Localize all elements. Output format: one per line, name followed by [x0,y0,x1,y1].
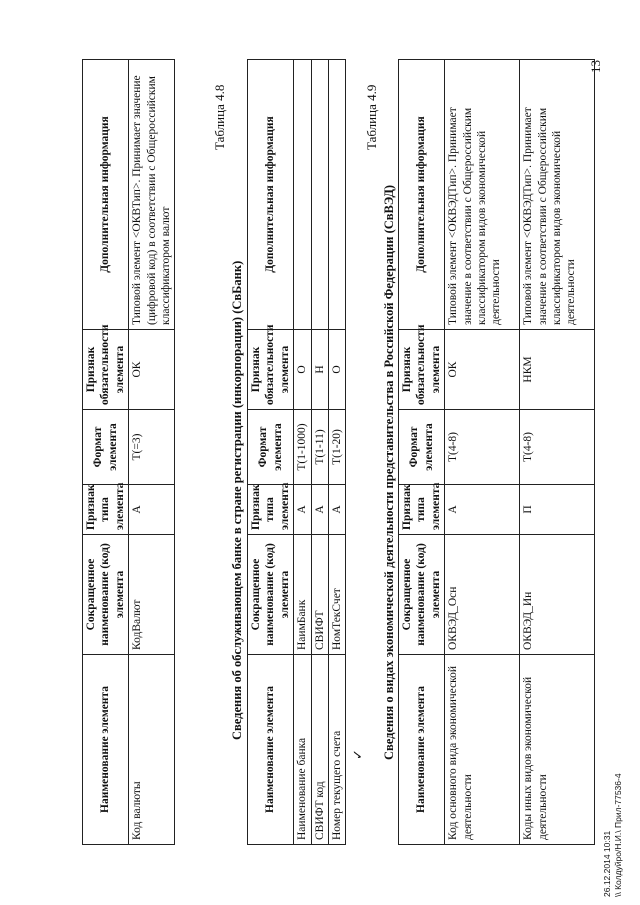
table-header-row [399,60,445,845]
cell-type: А [294,485,311,535]
footer-path: \\ Колдуйро/Н.И.\ Прил-77536-4 [612,773,623,897]
cell-name: Код валюты [129,655,175,845]
cell-required: ОК [129,330,175,410]
cell-info: Типовой элемент <ОКВТип>. Принимает значение (цифровой код) в соответствии с Общероссийским классификатором валют [129,60,175,330]
cell-name: Код основного вида экономической деятельности [445,655,520,845]
cell-format: T(=3) [129,410,175,485]
cell-info [328,60,345,330]
cell-required: О [294,330,311,410]
cell-type: А [129,485,175,535]
header-code: Сокращенное наименование (код) элемента [83,535,129,655]
table-row [328,60,345,845]
section-title: Сведения об обслуживающем банке в стране регистрации (инкорпорации) (СвБанк) [230,260,244,740]
activity-table [398,59,595,845]
cell-required: О [328,330,345,410]
bank-table [247,59,346,845]
cell-format: T(4-8) [520,410,595,485]
header-format: Формат элемента [399,410,445,485]
cell-code: ОКВЭД_Ин [520,535,595,655]
cell-name: Коды иных видов экономической деятельности [520,655,595,845]
cell-type: А [328,485,345,535]
header-name: Наименование элемента [399,655,445,845]
handwritten-mark-icon: ✓ [350,749,365,760]
cell-format: T(1-1000) [294,410,311,485]
header-info: Дополнительная информация [399,60,445,330]
header-required: Признак обязательности элемента [83,330,129,410]
table-row [445,60,520,845]
footer-stamp [602,773,623,897]
cell-type: П [520,485,595,535]
header-name: Наименование элемента [248,655,294,845]
table-caption: Таблица 4.9 [364,84,379,150]
header-name: Наименование элемента [83,655,129,845]
table-header-row [83,60,129,845]
cell-format: T(1-11) [311,410,328,485]
cell-required: Н [311,330,328,410]
header-type: Признак типа элемента [83,485,129,535]
currency-table [82,59,175,845]
header-info: Дополнительная информация [248,60,294,330]
table-header-row [248,60,294,845]
table-caption: Таблица 4.8 [212,84,227,150]
header-required: Признак обязательности элемента [399,330,445,410]
cell-type: А [311,485,328,535]
cell-code: НомТекСчет [328,535,345,655]
cell-code: СВИФТ [311,535,328,655]
cell-code: КодВалют [129,535,175,655]
cell-code: НаимБанк [294,535,311,655]
cell-name: СВИФТ код [311,655,328,845]
cell-name: Наименование банка [294,655,311,845]
cell-name: Номер текущего счета [328,655,345,845]
cell-code: ОКВЭД_Осн [445,535,520,655]
header-type: Признак типа элемента [399,485,445,535]
header-info: Дополнительная информация [83,60,129,330]
footer-date: 26.12.2014 10:31 [602,830,612,897]
header-format: Формат элемента [248,410,294,485]
cell-type: А [445,485,520,535]
table-row [311,60,328,845]
page-number: 13 [588,60,603,73]
cell-info: Типовой элемент <ОКВЭДТип>. Принимает значение в соответствии с Общероссийским классификатором видов экономической деятельности [445,60,520,330]
table-row [129,60,175,845]
cell-info: Типовой элемент <ОКВЭДТип>. Принимает значение в соответствии с Общероссийским классификатором видов экономической деятельности [520,60,595,330]
header-code: Сокращенное наименование (код) элемента [399,535,445,655]
cell-format: T(1-20) [328,410,345,485]
cell-required: ОК [445,330,520,410]
section-title: Сведения о видах экономической деятельности представительства в Российской Федерации (СвВЭД) [382,184,396,760]
cell-required: НКМ [520,330,595,410]
header-type: Признак типа элемента [248,485,294,535]
header-required: Признак обязательности элемента [248,330,294,410]
header-code: Сокращенное наименование (код) элемента [248,535,294,655]
cell-info [311,60,328,330]
header-format: Формат элемента [83,410,129,485]
cell-info [294,60,311,330]
cell-format: T(4-8) [445,410,520,485]
table-row [294,60,311,845]
table-row [520,60,595,845]
